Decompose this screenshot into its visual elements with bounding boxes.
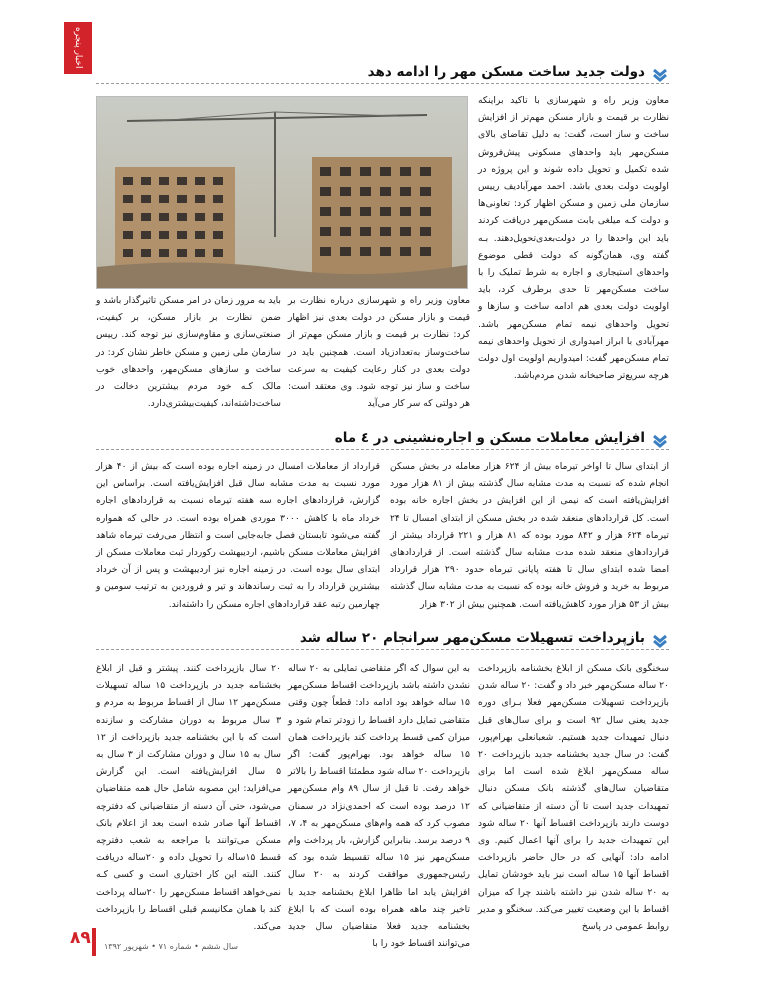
article-text: از ابتدای سال تا اواخر تیرماه بیش از ۶۲۴ هزار معامله در بخش مسکن انجام شده که نسبت به مدت مشابه سال گذشته بیش از ۸۱ هزار مورد افزایش‌یافته است که نیمی از این افزایش در بخش اجاره خانه بوده است. کل قراردادهای منعقد شده در بخش مسکن از ابتدای امسال تا ۲۴ تیرماه ۶۲۴ هزار و ۸۴۲ مورد بوده که ۸۱ هزار و ۲۲۱ قرارداد بیشتر از قراردادهای منعقد شده مدت مشابه سال گذشته است. از قراردادهای امضا شده ابتدای سال تا هفته پایانی تیرماه حدود ۲۹۰ هزار قرارداد مربوط به خرید و فروش خانه بوده که نسبت به مدت مشابه سال گذشته بیش از ۵۳ هزار مورد کاهش‌یافته است. همچنین بیش از ۳۰۲ هزار	[390, 461, 669, 610]
article-text: ۲۰ سال بازپرداخت کنند. پیشتر و قبل از ابلاغ بخشنامه جدید در بازپرداخت ۱۵ ساله تسهیلات مسکن‌مهر ۱۲ سال از اقساط مربوط به مردم و ۳ سال مربوط به دوران مشارکت و سازنده است که با این بخشنامه جدید بازپرداخت از ۱۲ سال به ۱۵ سال و دوران مشارکت از ۳ سال به ۵ سال افزایش‌یافته است. این گزارش می‌افزاید: این مصوبه شامل حال همه متقاضیان می‌شود، حتی آن دسته از متقاضیانی که دفترچه اقساط آنها صادر شده است بعد از اعلام بانک مسکن می‌توانند با مراجعه به شعب دفترچه قسط ۱۵ساله را تحویل داده و ۲۰ساله دریافت کنند. البته این کار اختیاری است و کسی کـه نمی‌خواهد اقساط مسکن‌مهر را ۲۰ساله پرداخت کند با همان مکانیسم قبلی اقساط را بازپرداخت می‌کند.	[96, 663, 281, 933]
section-1-title: دولت جدید ساخت مسکن مهر را ادامه دهد	[362, 64, 645, 80]
chevron-down-icon	[651, 632, 669, 650]
article-3-column-1	[477, 660, 670, 933]
section-divider	[96, 83, 669, 84]
chevron-down-icon	[651, 66, 669, 84]
article-1-column-2	[288, 292, 470, 410]
issue-info: سال ششم • شماره ۷۱ • شهریور ۱۳۹۲	[104, 942, 238, 951]
chevron-down-icon	[651, 432, 669, 450]
article-2-column-1	[390, 458, 669, 614]
section-3-title: بازپرداخت تسهیلات مسکن‌مهر سرانجام ۲۰ ساله شد	[294, 630, 645, 646]
section-divider	[96, 449, 669, 450]
article-text: به این سوال که اگر متقاضی تمایلی به ۲۰ ساله نشدن داشته باشد بازپرداخت اقساط مسکن‌مهر ۱۵ ساله خواهد بود ادامه داد: قطعاً چون وقتی متقاضی تمایل دارد اقساط را زودتر تمام شود و میزان کمی قسط پرداخت کند بازپرداخت همان ۱۵ ساله خواهد بود. بهرام‌پور گفت: اگر بازپرداخت ۲۰ ساله شود مطمئنا اقساط را بالاتر خواهد رفت. تا قبل از سال ۸۹ وام مسکن‌مهر ۱۲ درصد بوده است که احمدی‌نژاد در سمنان مصوب کرد که همه وام‌های مسکن‌مهر به ۴، ۷، ۹ درصد برسد. بنابراین گزارش، بار پرداخت وام مسکن‌مهر نیز ۱۵ ساله تقسیط شده بود که رئیس‌جمهوری موافقت کردند به ۲۰ سال افزایش یابد اما ظاهرا ابلاغ بخشنامه جدید با تاخیر چند ماهه همراه بوده است که با ابلاغ بخشنامه جدید فعلا متقاضیان سال جدید می‌توانند اقساط خود را با	[288, 663, 471, 950]
page-number: ۸۹	[70, 928, 91, 948]
article-3-column-2	[288, 660, 471, 950]
article-text: باید به مرور زمان در امر مسکن تاثیرگذار باشد و ضمن نظارت بر بازار مسکن، بر کیفیت، صنعتی‌سازی و مقاوم‌سازی نیز توجه کند. رییس سازمان ملی زمین و مسکن خاطر نشان کرد: در ساخت و سازهای مسکن‌مهر، واحدهای خوب مالک کـه خود مردم بیشترین دخالت در ساخت‌داشته‌اند، کیفیت‌بیشتری‌دارد.	[96, 295, 281, 410]
article-2-column-2	[96, 458, 380, 614]
section-1-header	[96, 64, 669, 86]
section-3-header	[96, 630, 669, 652]
section-divider	[96, 649, 669, 650]
footer-accent	[92, 928, 96, 956]
article-1-column-1	[478, 92, 669, 410]
article-text: معاون وزیر راه و شهرسازی درباره نظارت بر قیمت و بازار مسکن در دولت بعدی نیز اظهار کرد: نظارت بر قیمت و بازار مسکن مهم‌تر از ساخت‌وساز به‌تعدادزیاد است. همچنین باید در دولت بعدی در کنار رعایت کیفیت به سرعت ساخت و ساز نیز توجه شود. وی معتقد است: هر دولتی که سر کار می‌آید	[288, 295, 470, 410]
section-2-header	[96, 430, 669, 452]
article-text: قرارداد از معاملات امسال در زمینه اجاره بوده است که بیش از ۴۰ هزار مورد نسبت به مدت مشابه سال قبل افزایش‌یافته است. براساس این گزارش، قراردادهای اجاره سه هفته تیرماه نسبت به قراردادهای اجاره خرداد ماه با کاهش ۳۰۰۰ موردی همراه بوده است. در حالی که همواره گفته می‌شود تابستان فصل جابه‌جایی است و انتظار می‌رفت تیرماه شاهد افزایش معاملات مسکن باشیم، اردیبهشت رکوردار ثبت معاملات مسکن از ابتدای سال بوده است. در زمینه اجاره نیز اردیبهشت و پس از آن خرداد بیشترین قرارداد را به ثبت رساندهاند و تیر و فروردین به ترتیب سومین و چهارمین رتبه عقد قراردادهای اجاره مسکن را داشته‌اند.	[96, 461, 380, 610]
article-text: سخنگوی بانک مسکن از ابلاغ بخشنامه بازپرداخت ۲۰ ساله مسکن‌مهر خبر داد و گفت: ۲۰ ساله شدن بازپرداخت تسهیلات مسکن‌مهر فعلا بـرای دوره جدید یعنی سال ۹۲ است و برای سال‌های قبل دنبال تمهیدات جدید هستیم. شعبانعلی بهرام‌پور، گفت: در سال جدید بخشنامه جدید بازپرداخت ۲۰ ساله مسکن‌مهر ابلاغ شده است اما برای متقاضیان سال‌های گذشته بانک مسکن دنبال تمهیدات جدید است تا آن دسته از متقاضیانی که دوست دارند بازپرداخت اقساط آنها ۲۰ ساله شود این تمهیدات جدید را برای آنها اعمال کنیم. وی ادامه داد: آنهایی که در حال حاضر بازپرداخت اقساط آنها ۱۵ ساله است نیز باید خودشان تمایل به ۲۰ ساله شدن نیز داشته باشند چرا که میزان اقساط با این وضعیت تغییر می‌کند. سخنگو و مدیر روابط عمومی در پاسخ	[477, 663, 670, 933]
article-3-column-3	[96, 660, 281, 933]
article-1-column-3	[96, 292, 281, 410]
section-2-title: افزایش معاملات مسکن و اجاره‌نشینی در ٤ ماه	[329, 430, 645, 446]
section-tab: اخبار پنجره	[64, 22, 92, 74]
article-text: معاون وزیر راه و شهرسازی با تاکید براینکه نظارت بر قیمت و بازار مسکن مهم‌تر از افزایش ساخت و ساز است، گفت: به دلیل تقاضای بالای مسکن‌مهر باید واحدهای مسکونی پیش‌فروش شده تکمیل و تحویل داده شوند و این پروژه در اولویت دولت بعدی باشد. احمد مهرآبادیف رییس سازمان ملی زمین و مسکن اظهار کرد: تعاونی‌ها و دولت کـه میلغی بابت مسکن‌مهر دریافت کردند باید این واحدها را در دولت‌بعدی‌تحویل‌دهند. بـه گفته وی، همان‌گونه که دولت قطی موضوع واحدهای استیجاری و اجاره به شرط تملیک را با ساخت مسکن‌مهر تا حدی برطرف کرد، باید اولویت دولت بعدی هم ادامه ساخت و سازها و تحویل واحدهای نیمه تمام مسکن‌مهر باشد. مهرآبادی با ابراز امیدواری از تحویل واحدهای نیمه تمام مسکن‌مهر گفت: امیدواریم اولویت اول دولت هرچه سریع‌تر صاحبخانه شدن مردم‌باشد.	[478, 95, 669, 382]
construction-photo	[96, 96, 468, 289]
